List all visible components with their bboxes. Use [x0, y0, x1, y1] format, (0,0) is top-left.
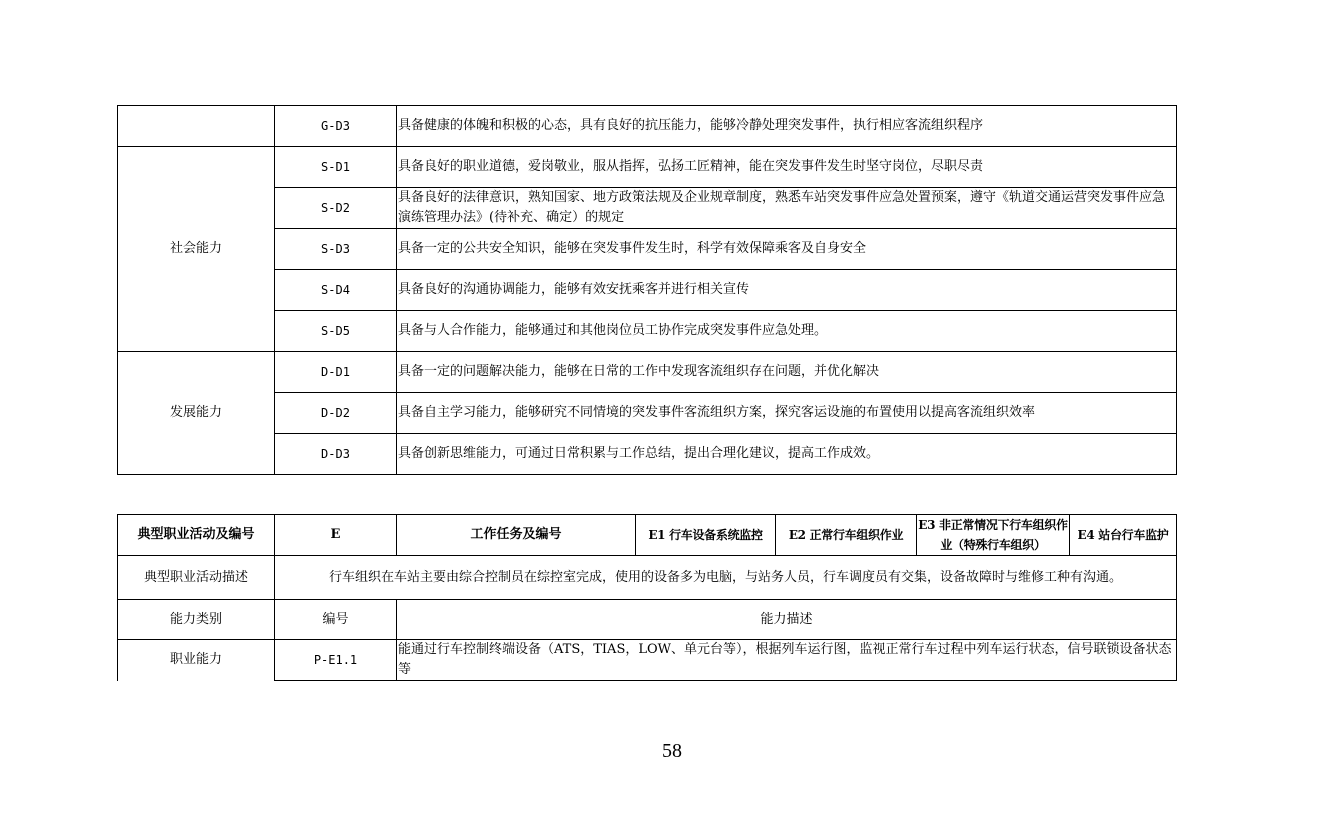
table-row: [118, 106, 1177, 147]
desc-cell: 具备一定的问题解决能力，能够在日常的工作中发现客流组织存在问题，并优化解决: [397, 352, 1177, 393]
category-cell: 职业能力: [118, 640, 275, 681]
col-desc: 能力描述: [397, 600, 1177, 640]
description-text: 行车组织在车站主要由综合控制员在综控室完成，使用的设备多为电脑，与站务人员，行车调度员有交集，设备故障时与维修工种有沟通。: [275, 556, 1177, 600]
table-row: [118, 188, 1177, 229]
ability-table-top: [117, 105, 1177, 475]
desc-cell: 具备良好的法律意识，熟知国家、地方政策法规及企业规章制度，熟悉车站突发事件应急处置预案，遵守《轨道交通运营突发事件应急演练管理办法》(待补充、确定）的规定: [397, 188, 1177, 229]
table-row: [118, 270, 1177, 311]
activity-table: [117, 514, 1177, 681]
code-cell: P-E1.1: [275, 640, 397, 681]
table-row: [118, 311, 1177, 352]
table-row: [118, 229, 1177, 270]
code-cell: S-D1: [275, 147, 397, 188]
table-row: [118, 434, 1177, 475]
code-cell: D-D2: [275, 393, 397, 434]
col-code: 编号: [275, 600, 397, 640]
description-label: 典型职业活动描述: [118, 556, 275, 600]
column-header-row: [118, 600, 1177, 640]
desc-cell: 具备良好的职业道德，爱岗敬业，服从指挥，弘扬工匠精神，能在突发事件发生时坚守岗位，尽职尽责: [397, 147, 1177, 188]
header-row: [118, 515, 1177, 556]
code-cell: D-D3: [275, 434, 397, 475]
code-cell: S-D4: [275, 270, 397, 311]
table-row: [118, 393, 1177, 434]
table-row: [118, 352, 1177, 393]
task-e2: E2 正常行车组织作业: [776, 515, 917, 556]
task-label: 工作任务及编号: [397, 515, 636, 556]
category-development: 发展能力: [118, 352, 275, 475]
page-number: 58: [662, 740, 682, 762]
desc-cell: 能通过行车控制终端设备（ATS，TIAS，LOW、单元台等），根据列车运行图，监视正常行车过程中列车运行状态，信号联锁设备状态等: [397, 640, 1177, 681]
activity-code: E: [275, 515, 397, 556]
description-row: [118, 556, 1177, 600]
activity-label: 典型职业活动及编号: [118, 515, 275, 556]
table-row: [118, 147, 1177, 188]
code-cell: S-D5: [275, 311, 397, 352]
category-social: 社会能力: [118, 147, 275, 352]
category-cell: [118, 106, 275, 147]
desc-cell: 具备良好的沟通协调能力，能够有效安抚乘客并进行相关宣传: [397, 270, 1177, 311]
desc-cell: 具备健康的体魄和积极的心态，具有良好的抗压能力，能够冷静处理突发事件，执行相应客流组织程序: [397, 106, 1177, 147]
code-cell: S-D3: [275, 229, 397, 270]
desc-cell: 具备创新思维能力，可通过日常积累与工作总结，提出合理化建议，提高工作成效。: [397, 434, 1177, 475]
code-cell: G-D3: [275, 106, 397, 147]
col-category: 能力类别: [118, 600, 275, 640]
task-e4: E4 站台行车监护: [1070, 515, 1177, 556]
table-row: [118, 640, 1177, 681]
task-e1: E1 行车设备系统监控: [636, 515, 776, 556]
desc-cell: 具备自主学习能力，能够研究不同情境的突发事件客流组织方案，探究客运设施的布置使用以提高客流组织效率: [397, 393, 1177, 434]
desc-cell: 具备一定的公共安全知识，能够在突发事件发生时，科学有效保障乘客及自身安全: [397, 229, 1177, 270]
desc-cell: 具备与人合作能力，能够通过和其他岗位员工协作完成突发事件应急处理。: [397, 311, 1177, 352]
task-e3: E3 非正常情况下行车组织作业（特殊行车组织）: [917, 515, 1070, 556]
code-cell: D-D1: [275, 352, 397, 393]
code-cell: S-D2: [275, 188, 397, 229]
